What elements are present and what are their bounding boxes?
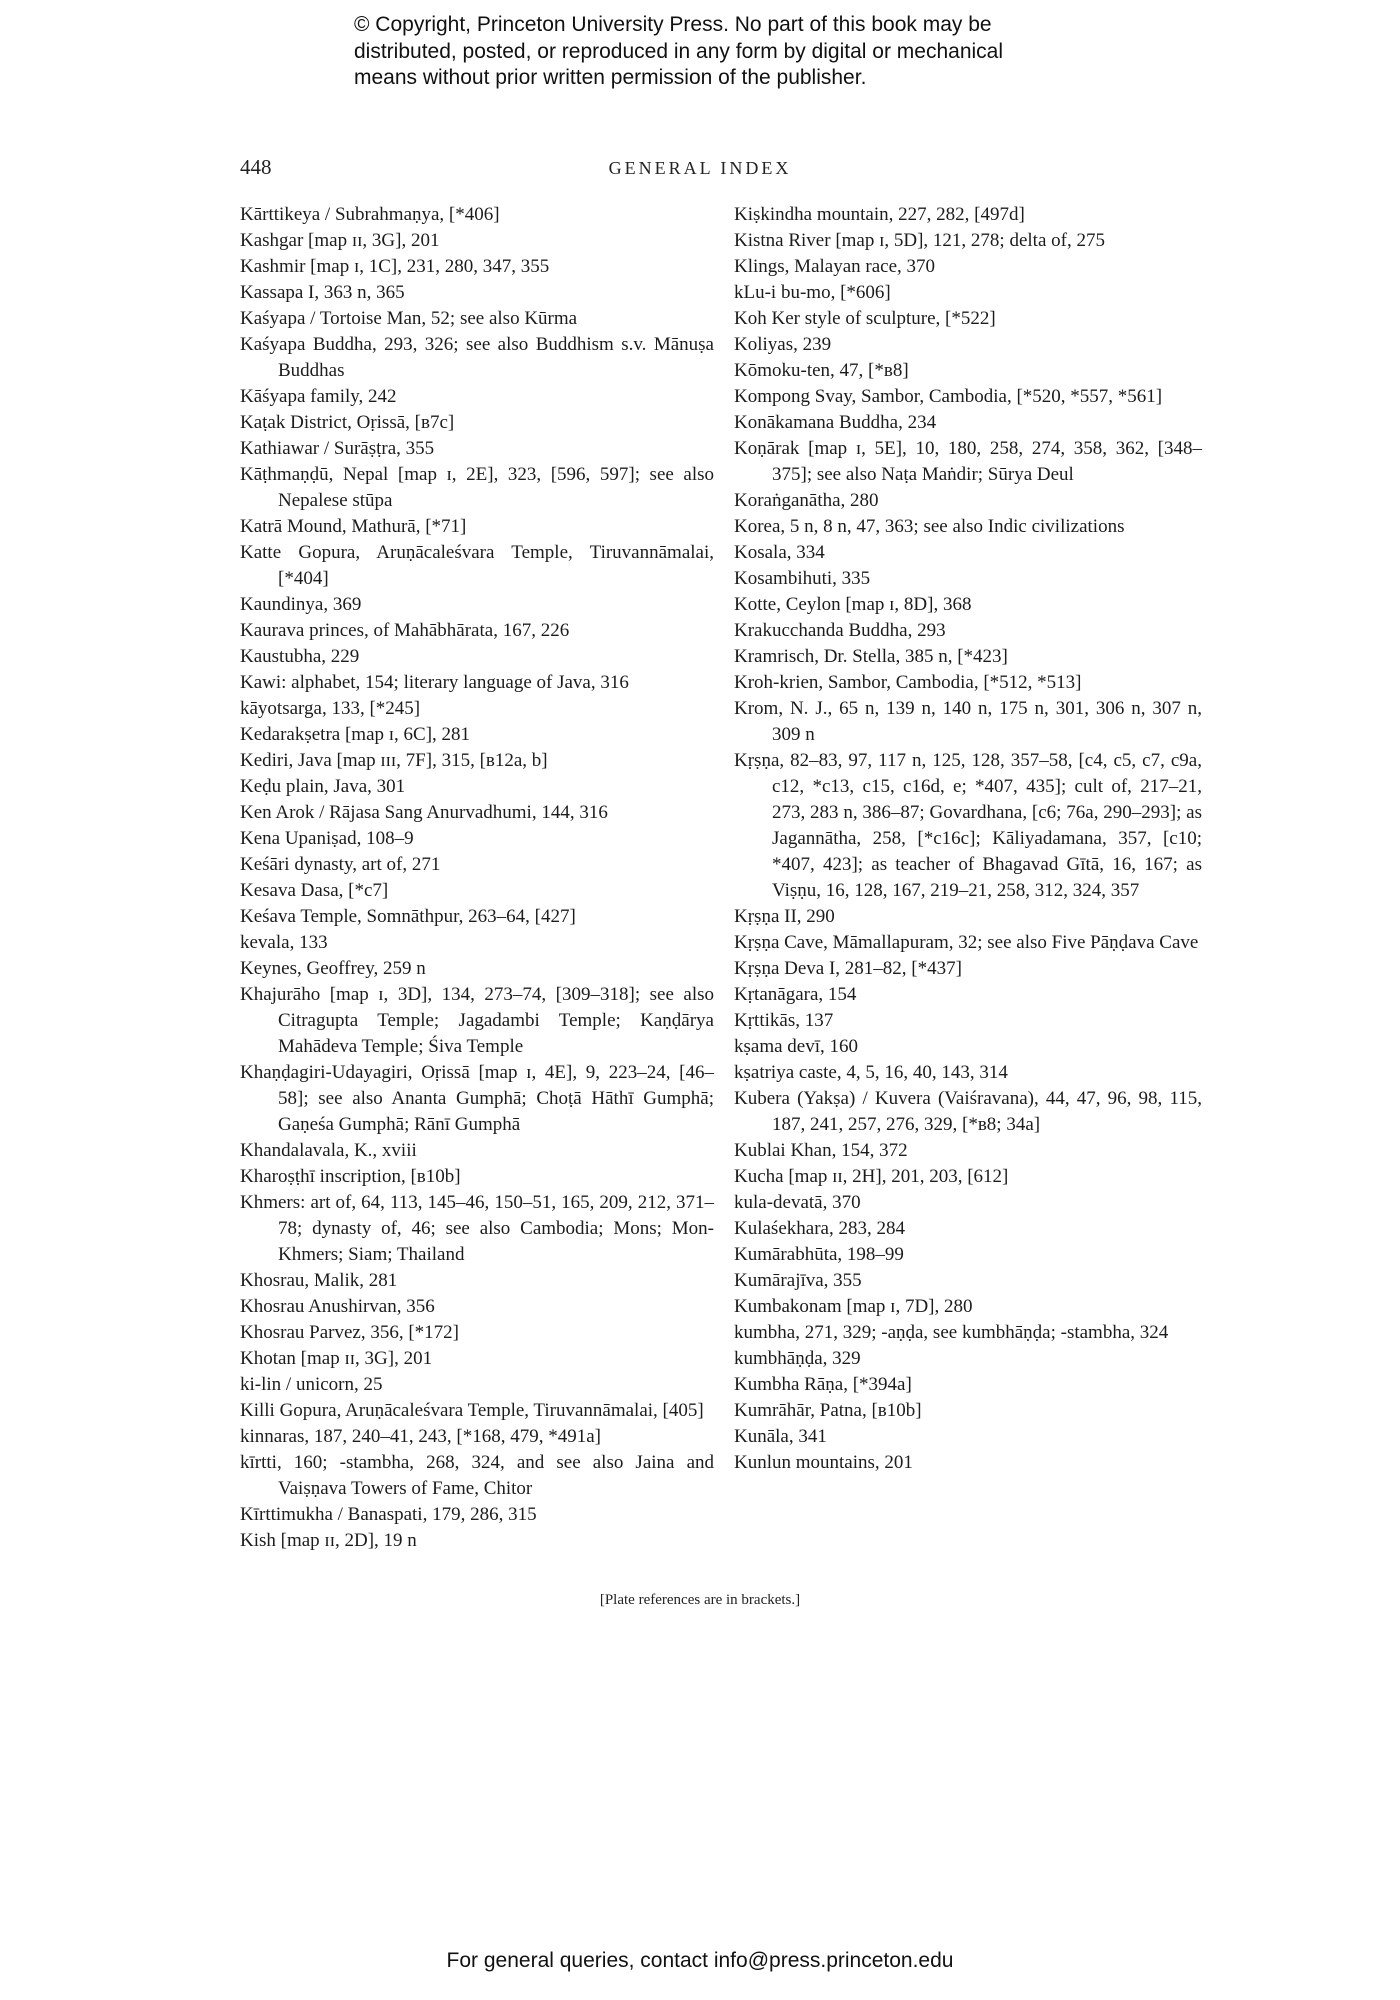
index-entry: Khmers: art of, 64, 113, 145–46, 150–51, 165, 209, 212, 371–78; dynasty of, 46; see also Cambodia; Mons; Mon-Khmers; Siam; Thailand <box>240 1192 714 1265</box>
index-entry: ki-lin / unicorn, 25 <box>240 1374 383 1395</box>
index-entry: Kumrāhār, Patna, [ʙ10b] <box>734 1400 922 1421</box>
index-entry: Klings, Malayan race, 370 <box>734 256 936 277</box>
index-entry: Kharoṣṭhī inscription, [ʙ10b] <box>240 1166 461 1187</box>
index-entry: Kassapa I, 363 n, 365 <box>240 282 405 303</box>
index-entry: Kediri, Java [map ɪɪɪ, 7F], 315, [ʙ12a, b] <box>240 750 548 771</box>
index-entry: Kāṭhmaṇḍū, Nepal [map ɪ, 2E], 323, [596, 597]; see also Nepalese stūpa <box>240 464 714 511</box>
index-entry: Kotte, Ceylon [map ɪ, 8D], 368 <box>734 594 972 615</box>
copyright-line: © Copyright, Princeton University Press. No part of this book may be <box>354 13 992 36</box>
running-head: GENERAL INDEX <box>608 158 792 178</box>
index-entry: Kṛṣṇa, 82–83, 97, 117 n, 125, 128, 357–58, [c4, c5, c7, c9a, c12, *c13, c15, c16d, e; *407, 435]; cult of, 217–21, 273, 283 n, 386–87; Govardhana, [c6; 76a, 290–293]; as Jagannātha, 258, [*c16c]; Kāliyadamana, 357, [c10; *407, 423]; as teacher of Bhagavad Gītā, 16, 167; as Viṣṇu, 16, 128, 167, 219–21, 258, 312, 324, 357 <box>734 750 1202 901</box>
index-entry: Kiṣkindha mountain, 227, 282, [497d] <box>734 204 1025 225</box>
index-entry: kumbha, 271, 329; -aṇḍa, see kumbhāṇḍa; -stambha, 324 <box>734 1322 1169 1343</box>
index-entry: Khosrau, Malik, 281 <box>240 1270 398 1291</box>
index-entry: Keśāri dynasty, art of, 271 <box>240 854 441 875</box>
index-column-left <box>240 202 714 1554</box>
index-entry: Kucha [map ɪɪ, 2H], 201, 203, [612] <box>734 1166 1009 1187</box>
index-entry: Konākamana Buddha, 234 <box>734 412 937 433</box>
index-entry: Keḍu plain, Java, 301 <box>240 776 406 797</box>
page-number: 448 <box>240 155 272 179</box>
index-entry: Kish [map ɪɪ, 2D], 19 n <box>240 1530 417 1551</box>
index-entry: Kṛttikās, 137 <box>734 1010 834 1031</box>
index-entry: Kistna River [map ɪ, 5D], 121, 278; delta of, 275 <box>734 230 1105 251</box>
copyright-line: distributed, posted, or reproduced in any form by digital or mechanical <box>354 39 1004 63</box>
index-entry: Khaṇḍagiri-Udayagiri, Oṛissā [map ɪ, 4E], 9, 223–24, [46–58]; see also Ananta Gumphā; Choṭā Hāthī Gumphā; Gaṇeśa Gumphā; Rānī Gumphā <box>240 1062 714 1135</box>
index-entry: Kāśyapa family, 242 <box>240 386 397 407</box>
index-entry: Korea, 5 n, 8 n, 47, 363; see also Indic civilizations <box>734 516 1125 537</box>
index-entry: kumbhāṇḍa, 329 <box>734 1348 861 1369</box>
index-entry: Kramrisch, Dr. Stella, 385 n, [*423] <box>734 646 1008 667</box>
index-entry: Kaśyapa Buddha, 293, 326; see also Buddhism s.v. Mānuṣa Buddhas <box>240 334 714 381</box>
index-entry: Koṇārak [map ɪ, 5E], 10, 180, 258, 274, 358, 362, [348–375]; see also Naṭa Maṅdir; Sūrya Deul <box>734 438 1202 485</box>
index-entry: Khajurāho [map ɪ, 3D], 134, 273–74, [309–318]; see also Citragupta Temple; Jagadambi Temple; Kaṇḍārya Mahādeva Temple; Śiva Temple <box>240 984 714 1057</box>
index-entry: kṣama devī, 160 <box>734 1036 859 1057</box>
index-entry: Kashmir [map ɪ, 1C], 231, 280, 347, 355 <box>240 256 550 277</box>
index-entry: kevala, 133 <box>240 932 328 953</box>
index-entry: kula-devatā, 370 <box>734 1192 861 1213</box>
index-entry: Koliyas, 239 <box>734 334 832 355</box>
index-entry: Kaurava princes, of Mahābhārata, 167, 226 <box>240 620 570 641</box>
index-entry: Kīrttimukha / Banaspati, 179, 286, 315 <box>240 1504 537 1525</box>
index-entry: Koraṅganātha, 280 <box>734 490 879 511</box>
index-entry: Kashgar [map ɪɪ, 3G], 201 <box>240 230 440 251</box>
index-entry: Kṛtanāgara, 154 <box>734 984 857 1005</box>
index-entry: Katrā Mound, Mathurā, [*71] <box>240 516 467 537</box>
index-entry: Kosambihuti, 335 <box>734 568 871 589</box>
index-entry: Kesava Dasa, [*c7] <box>240 880 389 901</box>
index-entry: kīrtti, 160; -stambha, 268, 324, and see also Jaina and Vaiṣṇava Towers of Fame, Chitor <box>240 1452 714 1499</box>
index-entry: Kosala, 334 <box>734 542 825 563</box>
index-entry: Kumbakonam [map ɪ, 7D], 280 <box>734 1296 973 1317</box>
index-entry: Khosrau Anushirvan, 356 <box>240 1296 435 1317</box>
index-entry: kinnaras, 187, 240–41, 243, [*168, 479, *491a] <box>240 1426 601 1447</box>
index-entry: Killi Gopura, Aruṇācaleśvara Temple, Tiruvannāmalai, [405] <box>240 1400 704 1421</box>
index-entry: Kedarakṣetra [map ɪ, 6C], 281 <box>240 724 471 745</box>
index-entry: Kṛṣṇa II, 290 <box>734 906 835 927</box>
index-entry: Kṛṣṇa Cave, Māmallapuram, 32; see also Five Pāṇḍava Cave <box>734 932 1199 953</box>
index-entry: Kaṭak District, Oṛissā, [ʙ7c] <box>240 412 455 433</box>
index-entry: Koh Ker style of sculpture, [*522] <box>734 308 996 329</box>
index-entry: Krom, N. J., 65 n, 139 n, 140 n, 175 n, 301, 306 n, 307 n, 309 n <box>734 698 1202 745</box>
index-entry: Keśava Temple, Somnāthpur, 263–64, [427] <box>240 906 576 927</box>
index-entry: Kompong Svay, Sambor, Cambodia, [*520, *557, *561] <box>734 386 1163 407</box>
index-entry: kṣatriya caste, 4, 5, 16, 40, 143, 314 <box>734 1062 1008 1083</box>
copyright-line: means without prior written permission of the publisher. <box>354 66 867 89</box>
index-entry: Krakucchanda Buddha, 293 <box>734 620 946 641</box>
index-entry: Kumbha Rāṇa, [*394a] <box>734 1374 912 1395</box>
index-entry: kLu-i bu-mo, [*606] <box>734 282 891 303</box>
index-entry: Kumārabhūta, 198–99 <box>734 1244 904 1265</box>
index-entry: Kena Upaniṣad, 108–9 <box>240 828 414 849</box>
index-entry: Kaustubha, 229 <box>240 646 360 667</box>
index-entry: Kārttikeya / Subrahmaṇya, [*406] <box>240 204 500 225</box>
index-column-right <box>734 202 1202 1476</box>
index-entry: Kunāla, 341 <box>734 1426 827 1447</box>
index-entry: Keynes, Geoffrey, 259 n <box>240 958 426 979</box>
copyright-notice <box>354 12 1114 92</box>
index-entry: Katte Gopura, Aruṇācaleśvara Temple, Tiruvannāmalai, [*404] <box>240 542 714 589</box>
index-entry: kāyotsarga, 133, [*245] <box>240 698 421 719</box>
index-entry: Kroh-krien, Sambor, Cambodia, [*512, *513] <box>734 672 1082 693</box>
index-entry: Kulaśekhara, 283, 284 <box>734 1218 905 1239</box>
index-entry: Kaśyapa / Tortoise Man, 52; see also Kūrma <box>240 308 578 329</box>
plate-reference-note: [Plate references are in brackets.] <box>599 1592 801 1608</box>
index-entry: Khandalavala, K., xviii <box>240 1140 417 1161</box>
index-entry: Kathiawar / Surāṣṭra, 355 <box>240 438 435 459</box>
index-entry: Kōmoku-ten, 47, [*ʙ8] <box>734 360 909 381</box>
index-entry: Kawi: alphabet, 154; literary language of Java, 316 <box>240 672 629 693</box>
index-entry: Kublai Khan, 154, 372 <box>734 1140 908 1161</box>
index-entry: Kaundinya, 369 <box>240 594 362 615</box>
index-entry: Kunlun mountains, 201 <box>734 1452 913 1473</box>
index-entry: Ken Arok / Rājasa Sang Anurvadhumi, 144, 316 <box>240 802 608 823</box>
index-entry: Khosrau Parvez, 356, [*172] <box>240 1322 459 1343</box>
index-entry: Kumārajīva, 355 <box>734 1270 862 1291</box>
index-entry: Khotan [map ɪɪ, 3G], 201 <box>240 1348 433 1369</box>
index-entry: Kṛṣṇa Deva I, 281–82, [*437] <box>734 958 962 979</box>
index-entry: Kubera (Yakṣa) / Kuvera (Vaiśravana), 44, 47, 96, 98, 115, 187, 241, 257, 276, 329, [*ʙ8; 34a] <box>734 1088 1202 1135</box>
contact-footer: For general queries, contact info@press.princeton.edu <box>446 1949 954 1972</box>
